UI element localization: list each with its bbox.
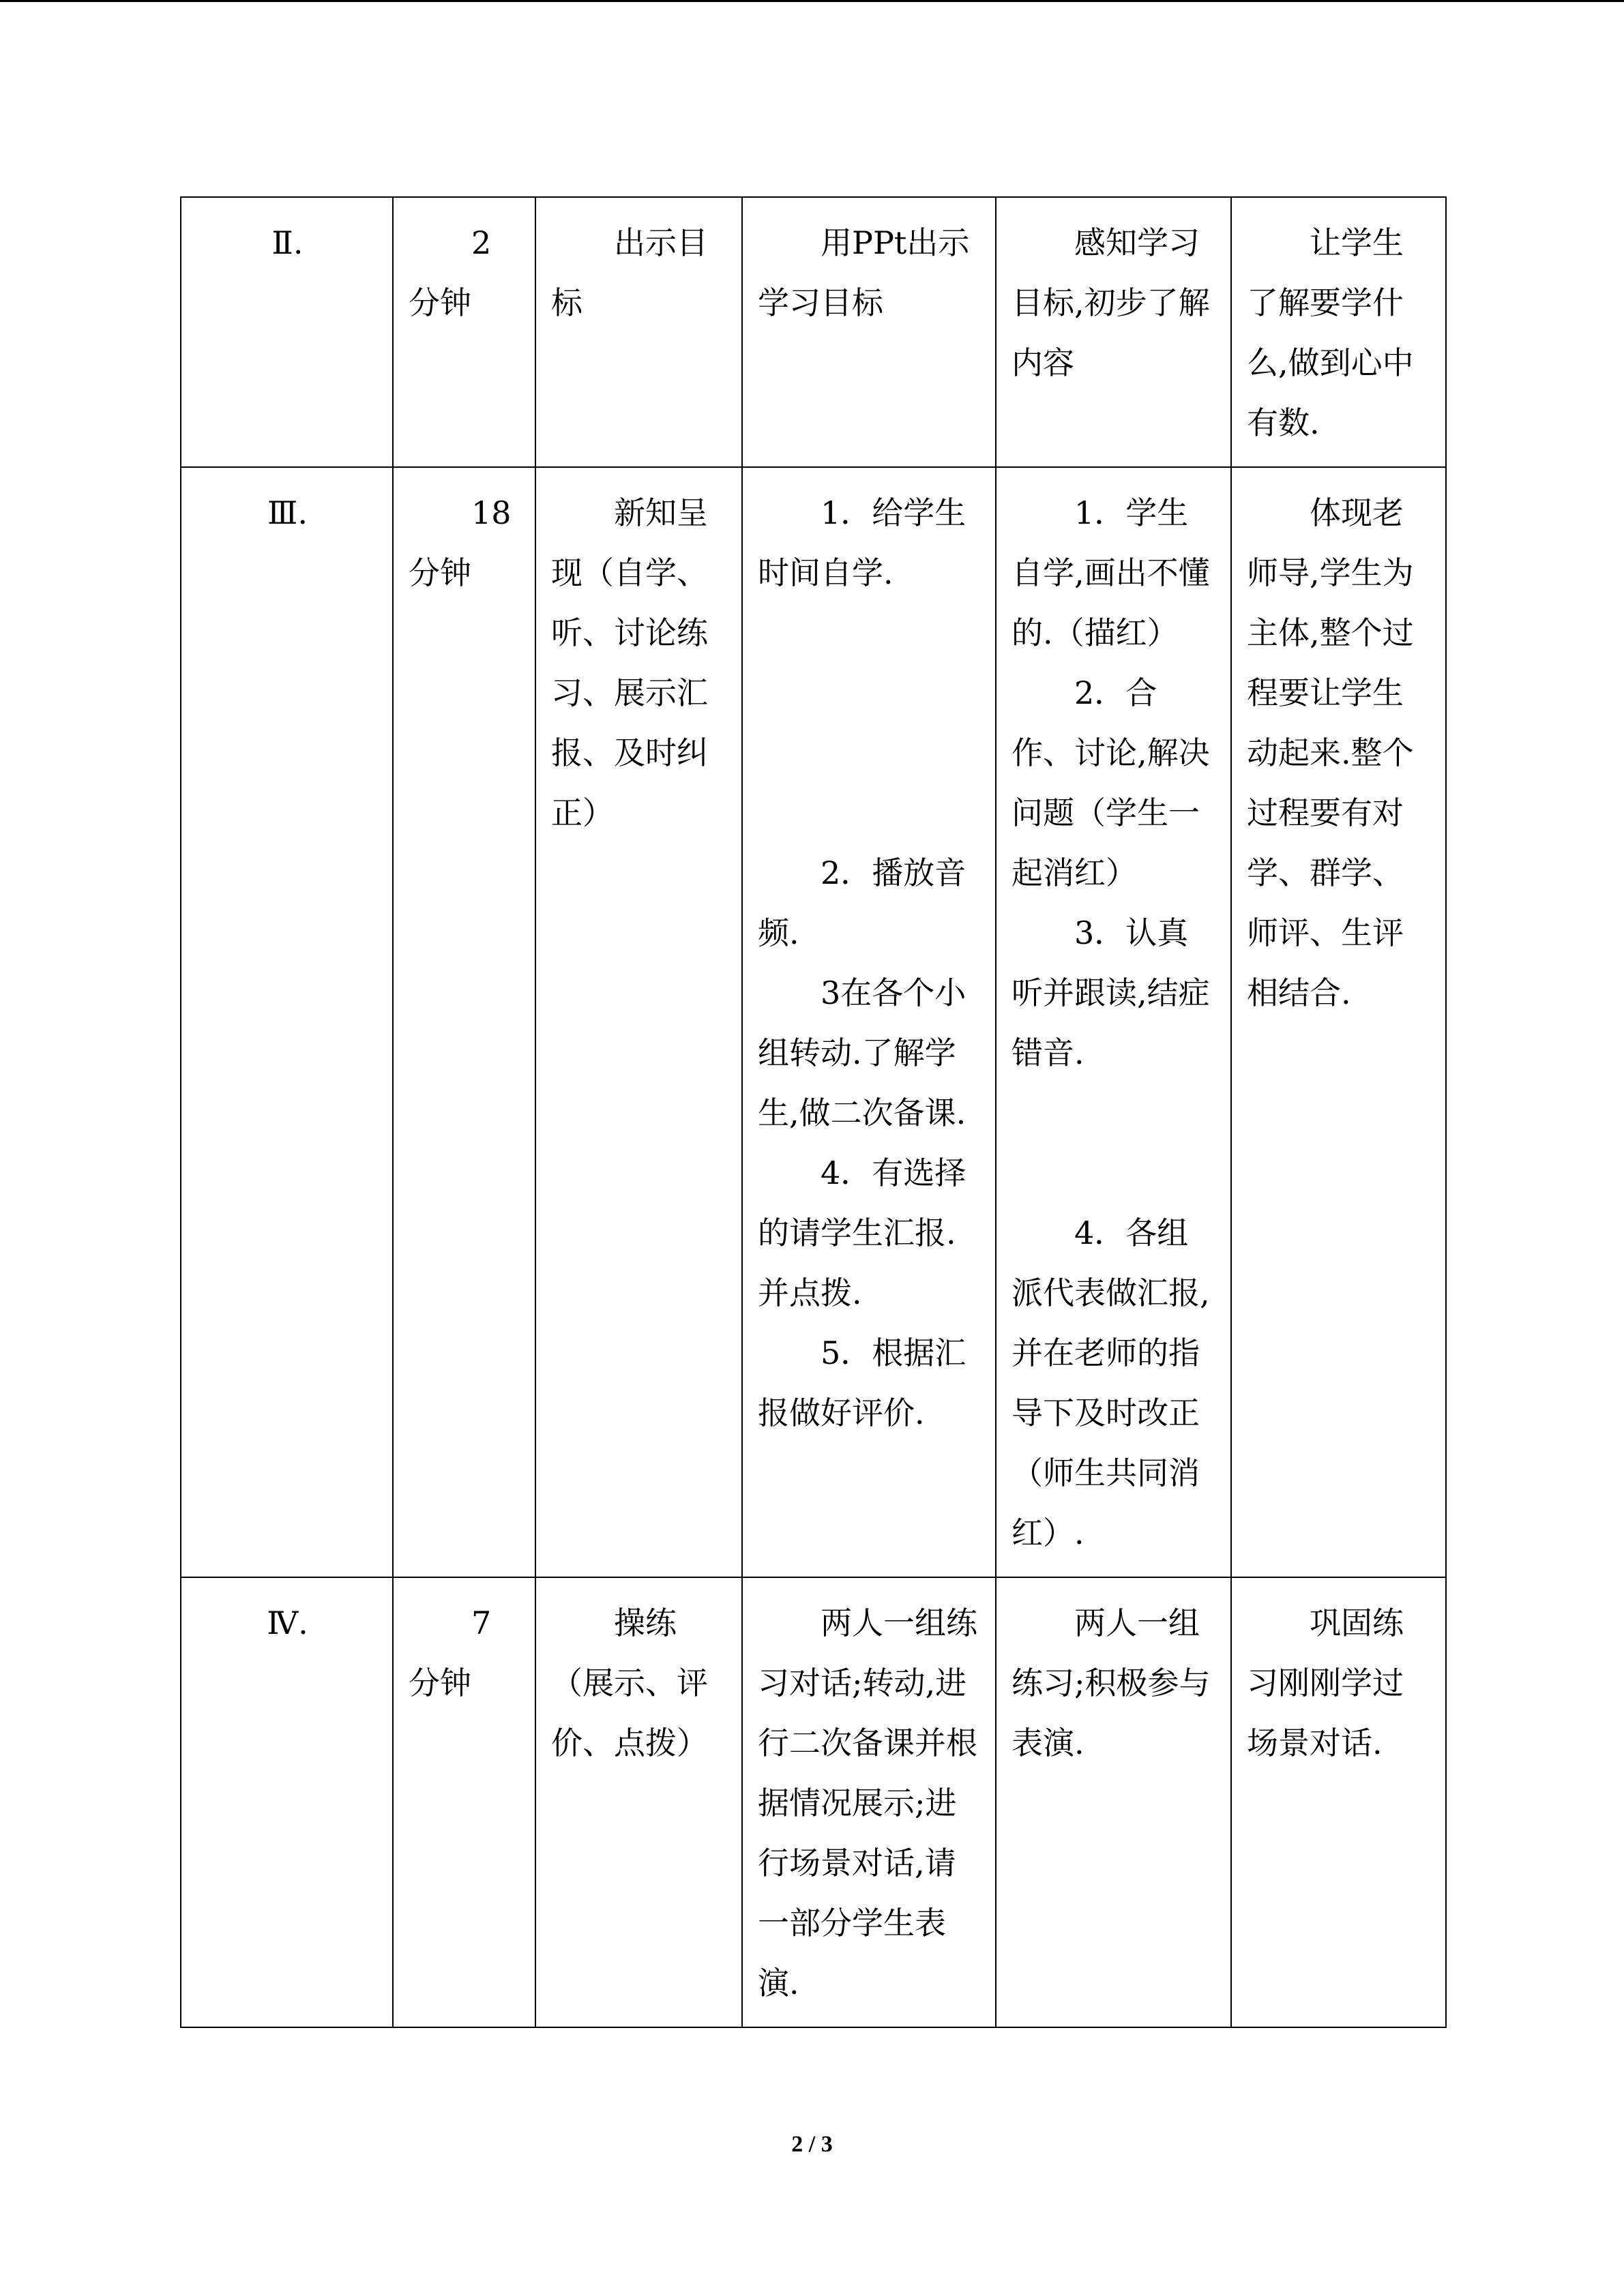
- step-cell: Ⅳ.: [181, 1577, 393, 2027]
- teacher-step-2: 2．播放音频.: [758, 854, 966, 951]
- content-cell: 新知呈现（自学、听、讨论练习、展示汇报、及时纠正）: [535, 467, 742, 1577]
- student-activity-cell: [996, 467, 1231, 1577]
- student-step-3: 3．认真听并跟读,结症错音.: [1012, 914, 1210, 1071]
- table-row: [181, 1577, 1446, 2027]
- teacher-activity-cell: 两人一组练习对话;转动,进行二次备课并根据情况展示;进行场景对话,请一部分学生表演.: [742, 1577, 996, 2027]
- student-step-1: 1．学生自学,画出不懂的.（描红）: [1012, 494, 1210, 651]
- content-cell: 出示目标: [535, 197, 742, 467]
- student-activity-cell: 两人一组练习;积极参与表演.: [996, 1577, 1231, 2027]
- teacher-activity-cell: [742, 467, 996, 1577]
- lesson-plan-table: [180, 196, 1447, 2028]
- table-row: [181, 197, 1446, 467]
- student-step-2: 2．合作、讨论,解决问题（学生一起消红）: [1012, 674, 1210, 891]
- student-step-4: 4．各组派代表做汇报,并在老师的指导下及时改正（师生共同消红）.: [1012, 1214, 1210, 1551]
- teacher-step-1: 1．给学生时间自学.: [758, 494, 966, 591]
- top-border: [0, 0, 1624, 2]
- time-cell: 18分钟: [393, 467, 535, 1577]
- teacher-step-5: 5．根据汇报做好评价.: [758, 1335, 966, 1431]
- teacher-activity-cell: 用PPt出示学习目标: [742, 197, 996, 467]
- student-activity-cell: 感知学习目标,初步了解内容: [996, 197, 1231, 467]
- time-cell: 7分钟: [393, 1577, 535, 2027]
- step-cell: Ⅲ.: [181, 467, 393, 1577]
- step-cell: Ⅱ.: [181, 197, 393, 467]
- page-number: 2 / 3: [791, 2132, 833, 2157]
- design-intent-cell: 体现老师导,学生为主体,整个过程要让学生动起来.整个过程要有对学、群学、师评、生评相结合.: [1231, 467, 1446, 1577]
- content-cell: 操练（展示、评价、点拨）: [535, 1577, 742, 2027]
- time-cell: 2分钟: [393, 197, 535, 467]
- table-row: [181, 467, 1446, 1577]
- teacher-step-4: 4．有选择的请学生汇报.并点拨.: [758, 1154, 966, 1311]
- design-intent-cell: 让学生了解要学什么,做到心中有数.: [1231, 197, 1446, 467]
- teacher-step-3: 3在各个小组转动.了解学生,做二次备课.: [758, 974, 966, 1131]
- design-intent-cell: 巩固练习刚刚学过场景对话.: [1231, 1577, 1446, 2027]
